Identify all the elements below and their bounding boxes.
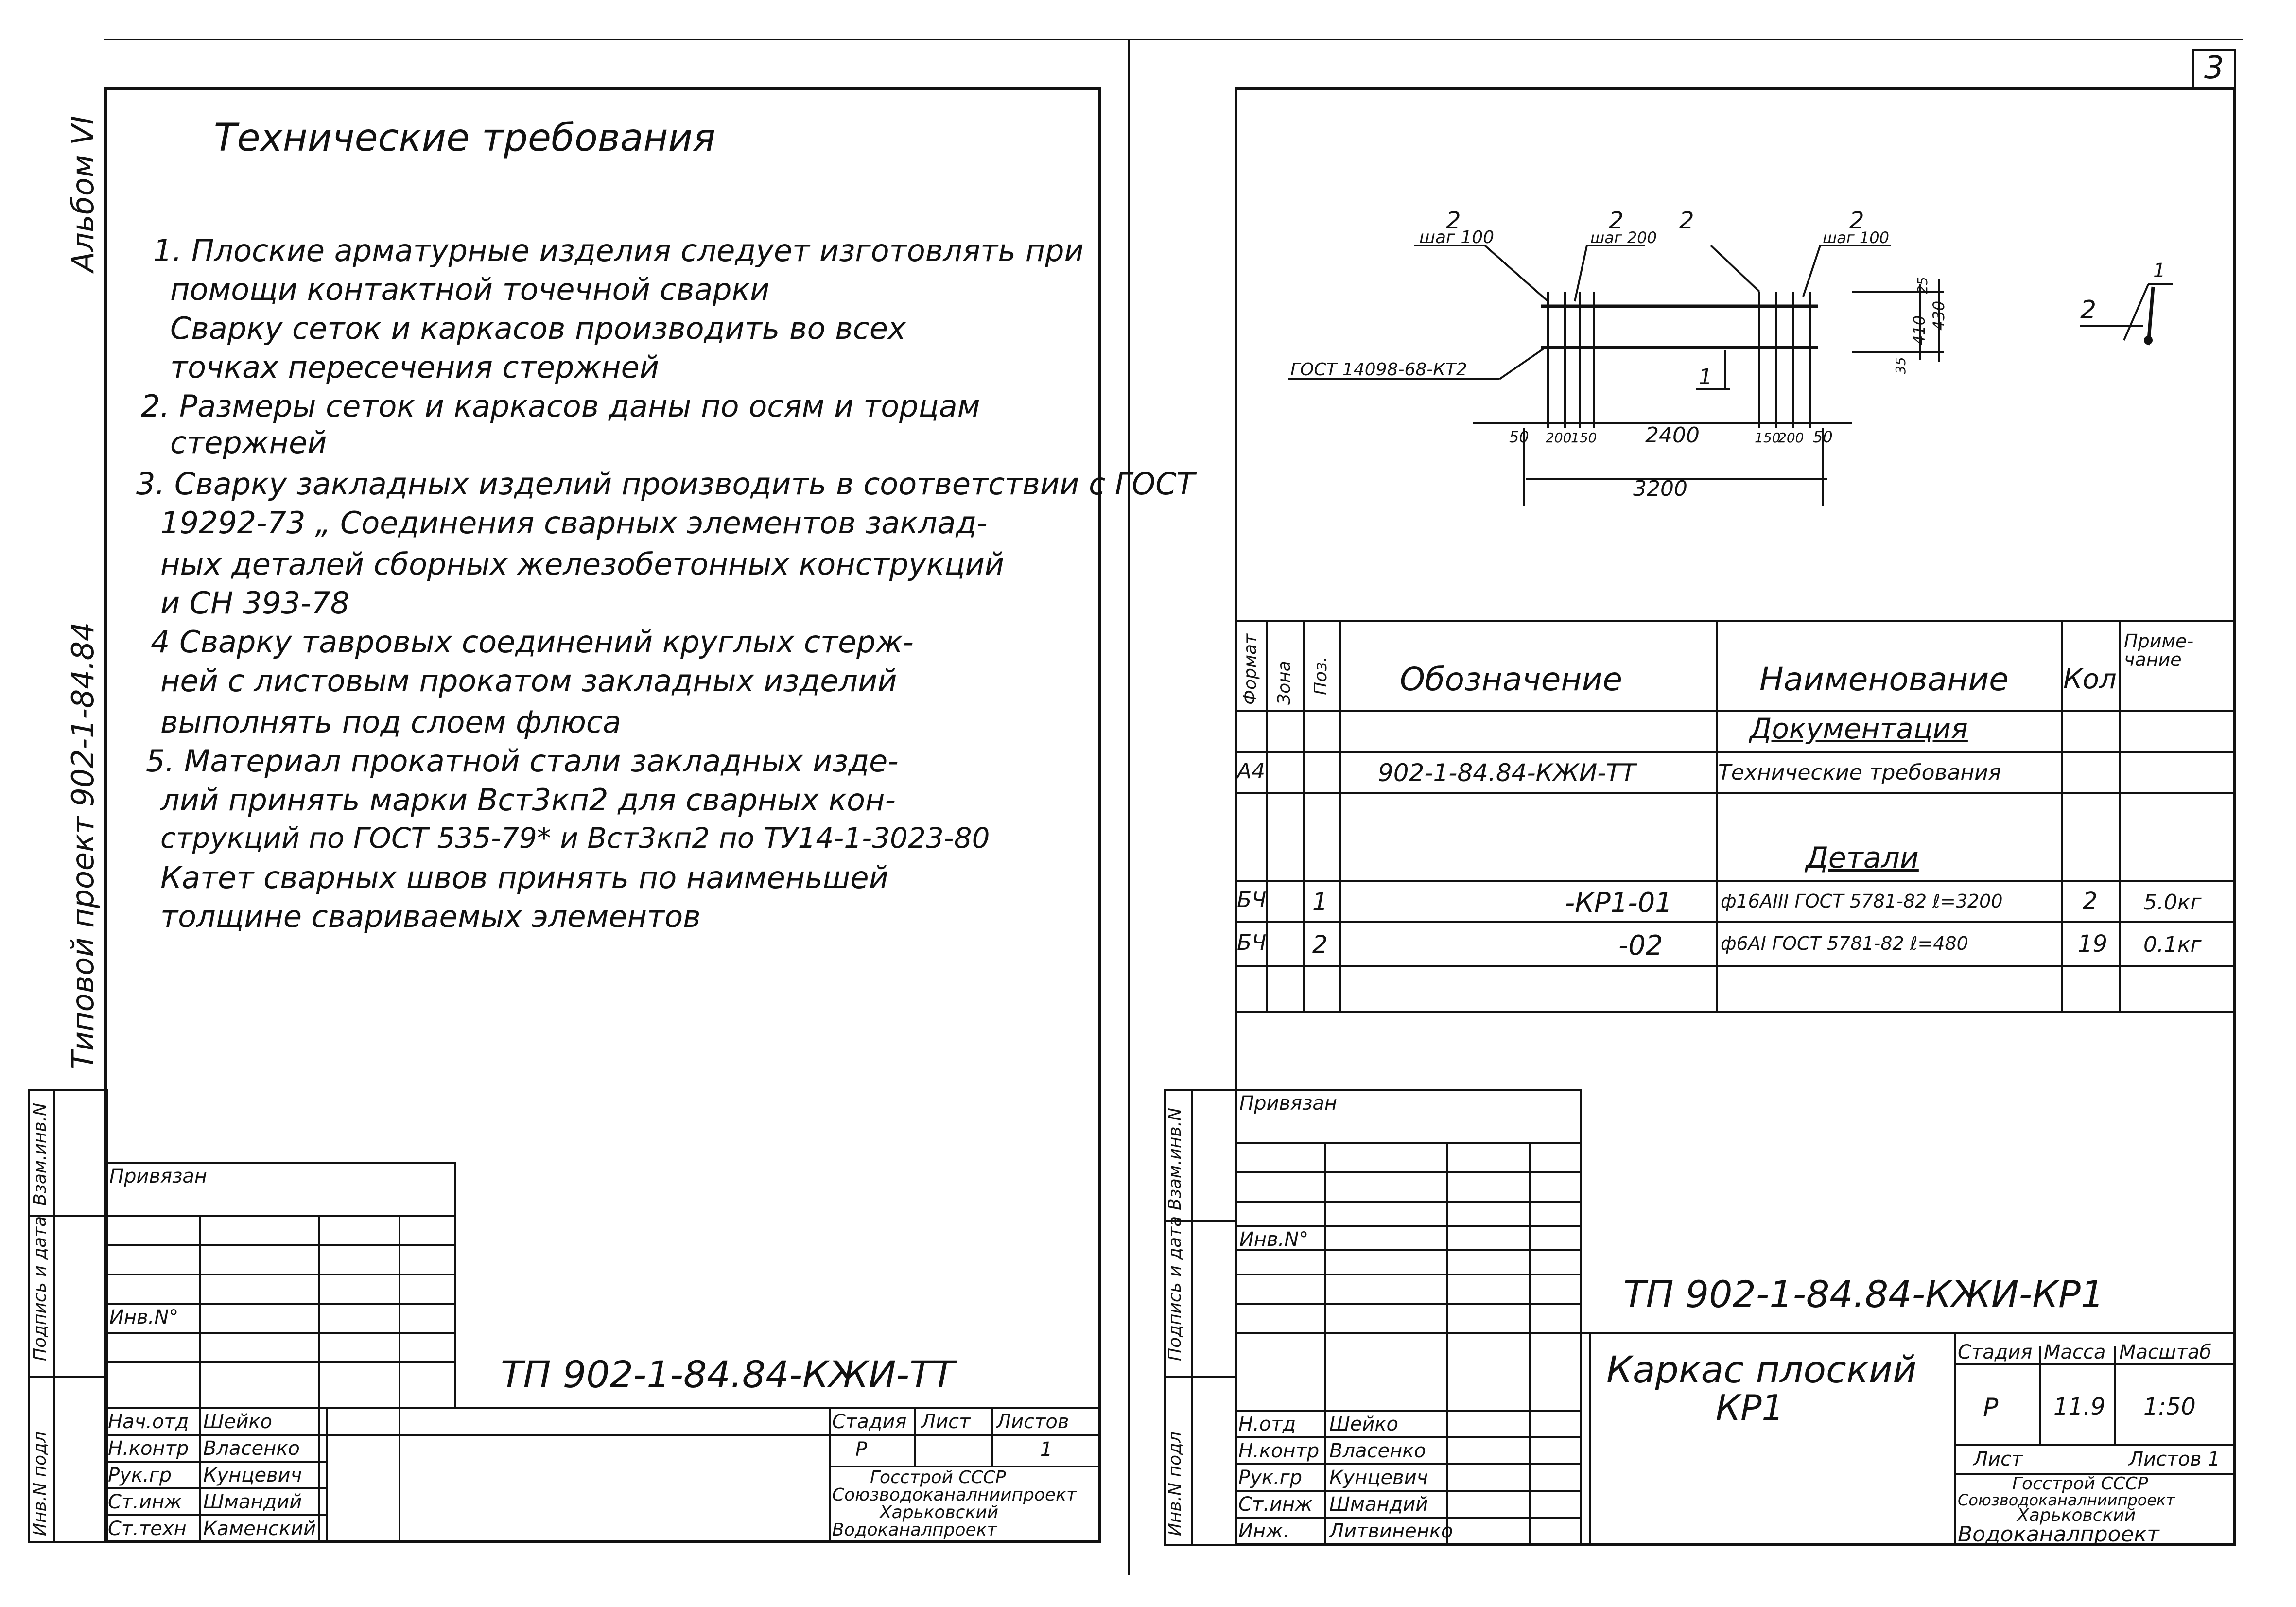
- row-note: 0.1кг: [2143, 932, 2202, 957]
- requirement-line: 3. Сварку закладных изделий производить в соответствии с ГОСТ: [136, 466, 1195, 502]
- dim-d6: 200: [1778, 430, 1804, 446]
- doc-designation: 902-1-84.84-КЖИ-ТТ: [1378, 759, 1636, 787]
- dim-v1: 25: [1914, 277, 1931, 294]
- label-pos2-side: 2: [2080, 296, 2097, 325]
- label-gost: ГОСТ 14098-68-КТ2: [1290, 360, 1467, 380]
- sig-name: Кунцевич: [203, 1464, 302, 1486]
- right-designation: ТП 902-1-84.84-КЖИ-КР1: [1623, 1273, 2105, 1316]
- left-org-line: Водоканалпроект: [832, 1520, 997, 1540]
- doc-name: Технические требования: [1718, 760, 2001, 785]
- page-number: 3: [2204, 50, 2224, 86]
- doc-format: А4: [1237, 759, 1266, 784]
- sig-role: Ст.инж: [108, 1491, 182, 1513]
- drawing-title-1: Каркас плоский: [1606, 1348, 1917, 1391]
- margin-label-inv: Инв.N подл: [30, 1432, 50, 1536]
- mass-label: Масса: [2044, 1341, 2106, 1363]
- margin-label-vzam: Взам.инв.N: [30, 1102, 50, 1205]
- requirement-line: 4 Сварку тавровых соединений круглых стерж-: [151, 624, 914, 660]
- sig-role: Ст.техн: [108, 1518, 187, 1540]
- sig-name: Власенко: [1329, 1440, 1426, 1462]
- label-n3: 2: [1679, 207, 1694, 234]
- dim-v3: 430: [1930, 300, 1948, 331]
- left-sheets-label: Листов: [996, 1411, 1069, 1433]
- sig-role: Н.контр: [1238, 1440, 1320, 1462]
- col-format: Формат: [1240, 633, 1260, 705]
- scale-value: 1:50: [2143, 1393, 2196, 1420]
- left-org-line: Харьковский: [880, 1502, 999, 1522]
- requirement-line: стержней: [170, 425, 327, 460]
- r-margin-label-vzam: Взам.инв.N: [1165, 1107, 1185, 1210]
- dim-v4: 35: [1893, 357, 1909, 374]
- col-note: Приме-чание: [2124, 630, 2194, 670]
- col-designation: Обозначение: [1400, 661, 1622, 698]
- sig-name: Литвиненко: [1329, 1520, 1453, 1542]
- left-org-line: Госстрой СССР: [870, 1467, 1006, 1487]
- requirement-line: струкций по ГОСТ 535-79* и Вст3кп2 по ТУ14-1-3023-80: [160, 821, 990, 855]
- left-designation: ТП 902-1-84.84-КЖИ-ТТ: [501, 1353, 955, 1396]
- row-designation: -КР1-01: [1565, 887, 1672, 919]
- label-pos1-side: 1: [2153, 260, 2166, 282]
- left-privyazan-label: Привязан: [109, 1165, 208, 1188]
- project-label: Типовой проект 902-1-84.84: [65, 622, 101, 1069]
- col-zone: Зона: [1274, 661, 1294, 705]
- dim-d7: 50: [1813, 428, 1833, 446]
- left-sheets-value: 1: [1040, 1438, 1053, 1461]
- row-name: ф16АIII ГОСТ 5781-82 ℓ=3200: [1721, 891, 2003, 912]
- left-stage-value: Р: [855, 1438, 868, 1461]
- sig-name: Власенко: [203, 1437, 300, 1460]
- scale-label: Масштаб: [2119, 1341, 2212, 1363]
- right-org-line: Водоканалпроект: [1958, 1522, 2159, 1547]
- label-n2: 2: [1609, 207, 1624, 234]
- row-pos: 2: [1312, 930, 1328, 959]
- dim-d1: 50: [1509, 428, 1529, 446]
- requirements-title: Технические требования: [214, 116, 716, 160]
- label-n4: 2: [1849, 207, 1864, 234]
- drawing-title-2: КР1: [1716, 1387, 1784, 1428]
- label-step1: шаг 100: [1419, 227, 1495, 247]
- requirement-line: 1. Плоские арматурные изделия следует изготовлять при: [153, 233, 1084, 268]
- requirement-line: и СН 393-78: [160, 585, 350, 621]
- right-sheet-label: Лист: [1973, 1448, 2023, 1470]
- requirement-line: 2. Размеры сеток и каркасов даны по осям и торцам: [141, 388, 980, 424]
- label-step4: шаг 100: [1823, 228, 1889, 247]
- dim-d5: 150: [1755, 430, 1781, 446]
- requirement-line: ных деталей сборных железобетонных конструкций: [160, 546, 1005, 582]
- requirement-line: 5. Материал прокатной стали закладных изде-: [146, 743, 899, 779]
- requirement-line: ней с листовым прокатом закладных изделий: [160, 663, 897, 699]
- col-qty: Кол: [2063, 664, 2117, 695]
- requirement-line: точках пересечения стержней: [170, 349, 660, 385]
- col-pos: Поз.: [1311, 656, 1331, 695]
- requirement-line: Сварку сеток и каркасов производить во всех: [170, 311, 906, 346]
- sig-role: Ст.инж: [1238, 1493, 1313, 1516]
- right-sheets-label: Листов 1: [2129, 1448, 2220, 1470]
- row-pos: 1: [1312, 888, 1328, 916]
- row-designation: -02: [1618, 930, 1663, 961]
- r-margin-label-inv: Инв.N подл: [1165, 1432, 1185, 1536]
- right-inv-label: Инв.N°: [1239, 1228, 1309, 1251]
- sig-name: Кунцевич: [1329, 1467, 1428, 1489]
- dim-d3: 150: [1571, 430, 1597, 446]
- stage-value: Р: [1983, 1393, 1999, 1422]
- frame-drawing: [1244, 194, 2231, 535]
- row-name: ф6АI ГОСТ 5781-82 ℓ=480: [1721, 933, 1968, 954]
- row-note: 5.0кг: [2143, 890, 2202, 915]
- row-format: БЧ: [1237, 888, 1267, 912]
- sig-name: Шмандий: [203, 1491, 302, 1513]
- requirement-line: толщине свариваемых элементов: [160, 899, 701, 934]
- stage-label: Стадия: [1958, 1341, 2033, 1363]
- left-sheet-label: Лист: [921, 1411, 971, 1433]
- section-docs: Документация: [1750, 712, 1968, 745]
- dim-d2: 200: [1546, 430, 1572, 446]
- right-privyazan-label: Привязан: [1239, 1092, 1338, 1115]
- requirement-line: 19292-73 „ Соединения сварных элементов заклад-: [160, 505, 988, 541]
- sig-role: Н.контр: [108, 1437, 189, 1460]
- sig-role: Н.отд: [1238, 1413, 1296, 1435]
- row-format: БЧ: [1237, 930, 1267, 955]
- margin-label-sign: Подпись и дата: [30, 1216, 50, 1361]
- top-edge: [104, 39, 2243, 40]
- section-details: Детали: [1806, 841, 1919, 875]
- fold-line: [1128, 39, 1130, 1575]
- dim-d4: 2400: [1645, 423, 1700, 448]
- r-margin-label-sign: Подпись и дата: [1165, 1216, 1185, 1361]
- mass-value: 11.9: [2053, 1393, 2105, 1420]
- dim-v2: 410: [1910, 315, 1929, 345]
- row-qty: 19: [2078, 930, 2108, 958]
- sig-role: Рук.гр: [1238, 1467, 1303, 1489]
- right-org-line: Госстрой СССР: [2012, 1474, 2148, 1494]
- right-org-line: Союзводоканалниипроект: [1958, 1491, 2175, 1509]
- col-name: Наименование: [1759, 661, 2009, 698]
- sig-name: Шейко: [203, 1411, 273, 1433]
- label-n1: 2: [1446, 207, 1461, 234]
- album-label: Альбом VI: [65, 116, 101, 272]
- dim-total: 3200: [1633, 476, 1687, 501]
- left-inv-label: Инв.N°: [109, 1306, 179, 1328]
- label-step2: шаг 200: [1590, 228, 1657, 247]
- left-stage-label: Стадия: [832, 1411, 907, 1433]
- sig-name: Шмандий: [1329, 1493, 1428, 1516]
- sig-role: Рук.гр: [108, 1464, 172, 1486]
- row-qty: 2: [2083, 888, 2098, 915]
- requirement-line: выполнять под слоем флюса: [160, 704, 622, 740]
- label-pos1: 1: [1699, 365, 1712, 389]
- sig-role: Нач.отд: [108, 1411, 189, 1433]
- requirement-line: помощи контактной точечной сварки: [170, 272, 770, 307]
- right-org-line: Харьковский: [2017, 1505, 2136, 1525]
- sig-role: Инж.: [1238, 1520, 1289, 1542]
- requirement-line: Катет сварных швов принять по наименьшей: [160, 860, 888, 895]
- sig-name: Каменский: [203, 1518, 316, 1540]
- requirement-line: лий принять марки Вст3кп2 для сварных кон-: [160, 782, 896, 818]
- sig-name: Шейко: [1329, 1413, 1399, 1435]
- left-org-line: Союзводоканалниипроект: [832, 1485, 1077, 1505]
